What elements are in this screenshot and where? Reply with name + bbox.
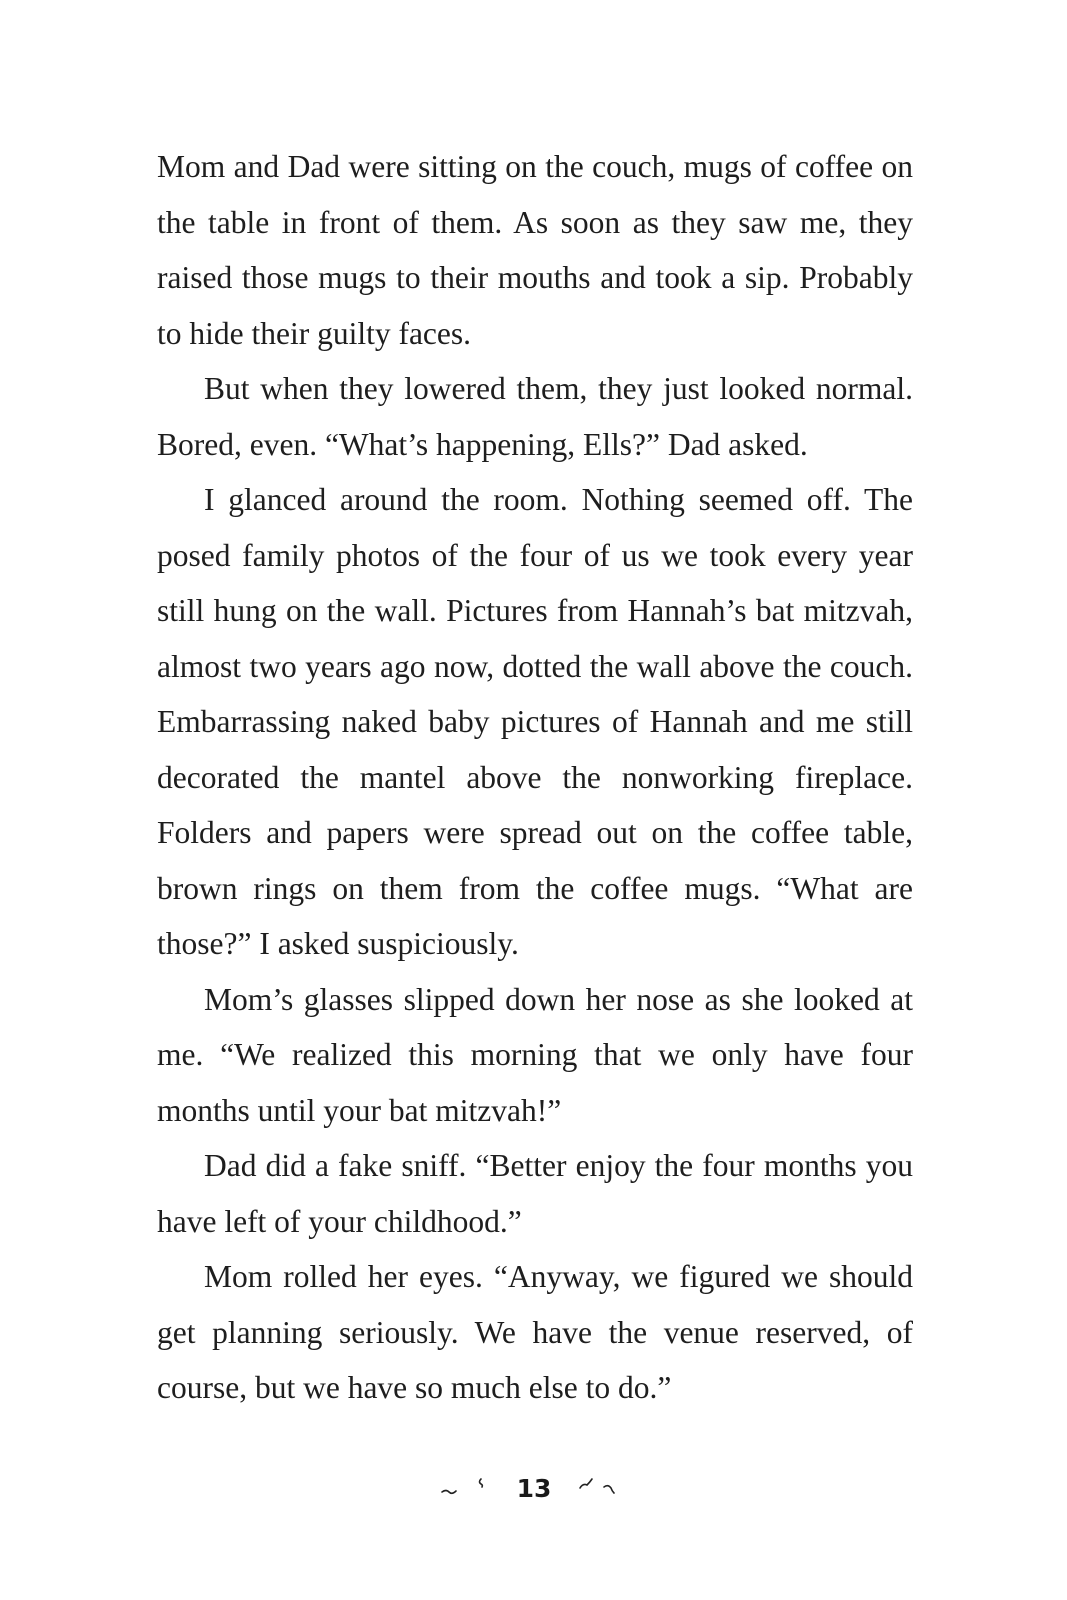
page-number: 13 xyxy=(516,1474,552,1503)
squiggle-ornament-icon xyxy=(574,1470,634,1510)
paragraph: I glanced around the room. Nothing seemed off. The posed family photos of the four of us we took every year still hung on the wall. Pictures from Hannah’s bat mitzvah, almost two years ago now, dotted the wall above the couch. Embarrassing naked baby pictures of Hannah and me still decorated the mantel above the nonworking fireplace. Folders and papers were spread out on the coffee table, brown rings on them from the coffee mugs. “What are those?” I asked suspiciously. xyxy=(157,482,913,961)
body-text xyxy=(157,139,913,1416)
paragraph: Mom’s glasses slipped down her nose as she looked at me. “We realized this morning that we only have four months until your bat mitzvah!” xyxy=(157,981,913,1128)
paragraph: Mom and Dad were sitting on the couch, mugs of coffee on the table in front of them. As soon as they saw me, they raised those mugs to their mouths and took a sip. Probably to hide their guilty faces. xyxy=(157,149,913,351)
page-footer xyxy=(0,1470,1067,1510)
paragraph: Dad did a fake sniff. “Better enjoy the four months you have left of your childhood.” xyxy=(157,1148,913,1239)
paragraph: Mom rolled her eyes. “Anyway, we figured we should get planning seriously. We have the venue reserved, of course, but we have so much else to do.” xyxy=(157,1259,913,1405)
paragraph: But when they lowered them, they just looked normal. Bored, even. “What’s happening, Ells?” Dad asked. xyxy=(157,371,913,462)
squiggle-ornament-icon xyxy=(436,1470,496,1510)
